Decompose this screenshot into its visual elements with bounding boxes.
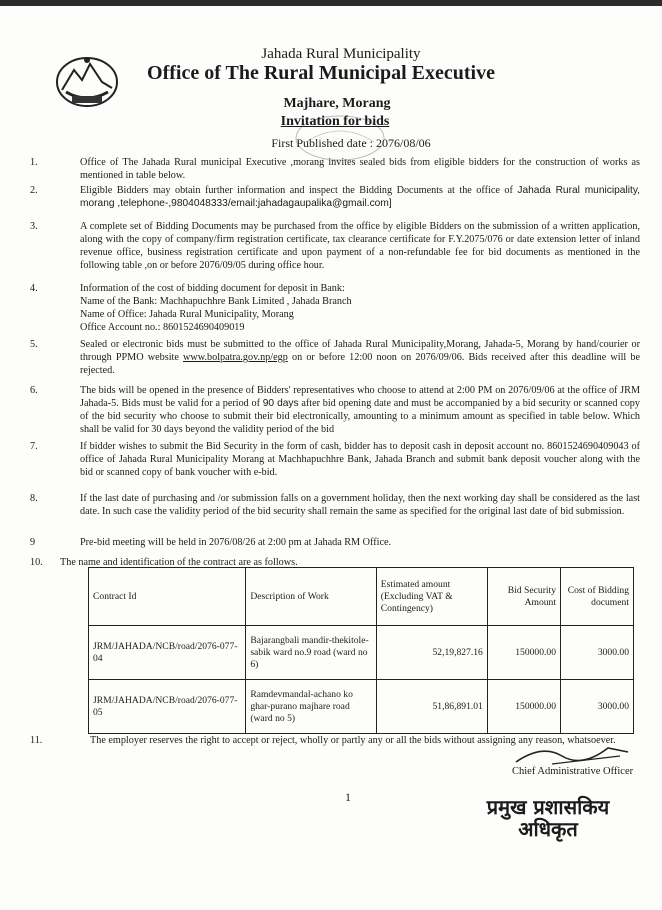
col-header: Estimated amount (Excluding VAT & Contingency) (376, 568, 487, 626)
notice-title: Invitation for bids (280, 114, 390, 129)
scan-top-edge (0, 0, 662, 6)
table-header-row (89, 568, 634, 626)
designation-stamp: प्रमुख प्रशासकिय अधिकृत (486, 795, 610, 841)
col-header: Cost of Bidding document (561, 568, 634, 626)
contracts-table (88, 567, 634, 734)
col-header: Contract Id (89, 568, 246, 626)
table-row: JRM/JAHADA/NCB/road/2076-077-04 Bajarangbali mandir-thekitole-sabik ward no.9 road (ward no 6) 52,19,827.16 150000.00 3000.00 (89, 626, 634, 680)
officer-title: Chief Administrative Officer (512, 766, 634, 777)
table-row: JRM/JAHADA/NCB/road/2076-077-05 Ramdevmandal-achano ko ghar-purano majhare road (ward no 5) 51,86,891.01 150000.00 3000.00 (89, 680, 634, 734)
col-header: Bid Security Amount (487, 568, 560, 626)
location: Majhare, Morang (283, 96, 391, 111)
office-title: Office of The Rural Municipal Executive (147, 62, 495, 84)
published-date: First Published date : 2076/08/06 (271, 136, 431, 150)
egp-link[interactable]: www.bolpatra.gov.np/egp (183, 352, 288, 363)
signature (512, 742, 632, 768)
municipality-name: Jahada Rural Municipality (261, 46, 421, 62)
col-header: Description of Work (246, 568, 376, 626)
page-number: 1 (345, 790, 351, 804)
